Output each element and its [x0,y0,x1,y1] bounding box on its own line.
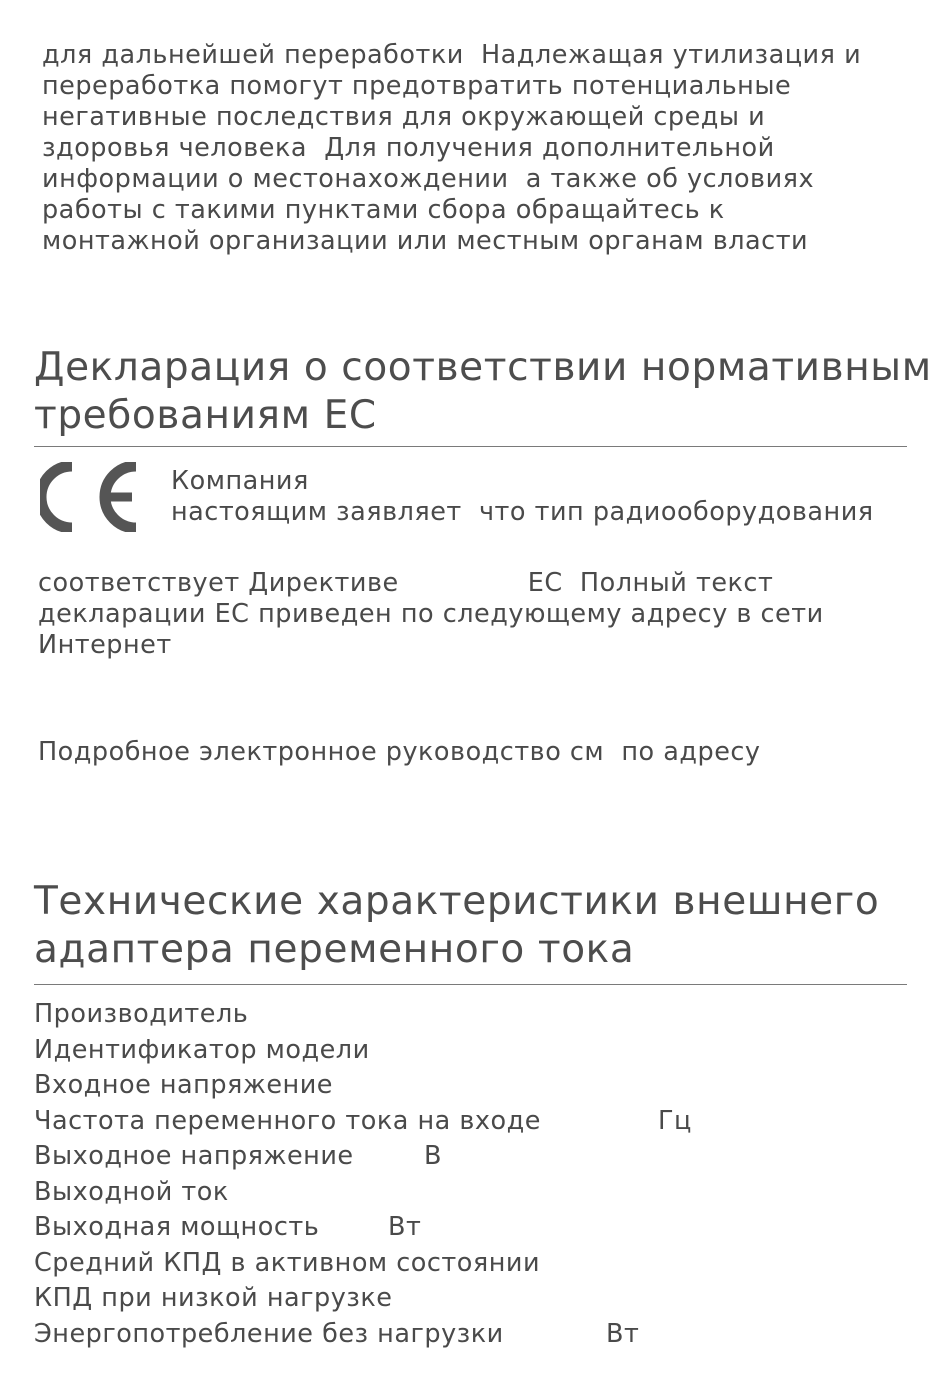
spec-unit: Вт [388,1212,422,1242]
spec-label: Входное напряжение [34,1070,333,1100]
text-line: соответствует Директиве ЕС Полный текст [38,568,774,598]
spec-unit: Вт [606,1318,640,1349]
text-line: декларации ЕС приведен по следующему адресу в сети [38,599,824,629]
ce-mark-icon [40,462,142,532]
section-divider [34,984,907,985]
company-declaration [171,466,874,528]
text-line: Компания [171,466,309,496]
disposal-paragraph [42,40,861,257]
spec-label: Выходная мощность [34,1212,320,1242]
spec-label: Выходной ток [34,1176,229,1207]
text-line: здоровья человека Для получения дополнительной [42,133,775,163]
spec-row-model-id [34,1033,541,1069]
adapter-spec-list [34,997,692,1352]
text-line: негативные последствия для окружающей среды и [42,102,766,132]
spec-label: КПД при низкой нагрузке [34,1283,393,1313]
heading-line: Декларация о соответствии нормативным [34,345,932,390]
section-divider [34,446,907,447]
spec-unit: В [424,1141,442,1171]
spec-row-input-frequency [34,1104,692,1140]
spec-label: Выходное напряжение [34,1141,354,1171]
spec-label: Средний КПД в активном состоянии [34,1247,541,1278]
spec-row-no-load-power [34,1317,640,1353]
spec-row-input-voltage [34,1068,541,1104]
text-line: для дальнейшей переработки Надлежащая утилизация и [42,40,862,70]
text-line: информации о местонахождении а также об условиях [42,164,815,194]
spec-row-output-current [34,1175,541,1211]
text-line: монтажной организации или местным органам власти [42,226,809,256]
text-line: работы с такими пунктами сбора обращайтесь к [42,195,725,225]
text-line: переработка помогут предотвратить потенциальные [42,71,792,101]
heading-line: адаптера переменного тока [34,927,635,972]
conformity-paragraph [38,568,824,661]
spec-row-active-efficiency [34,1246,541,1282]
spec-row-output-power [34,1210,541,1246]
manual-reference: Подробное электронное руководство см по адресу [38,737,761,767]
eu-declaration-heading [34,344,932,440]
spec-row-output-voltage [34,1139,541,1175]
spec-row-manufacturer [34,997,541,1033]
spec-unit: Гц [658,1105,692,1136]
spec-label: Частота переменного тока на входе [34,1105,541,1136]
text-line: настоящим заявляет что тип радиооборудования [171,497,874,527]
heading-line: требованиям ЕС [34,393,377,438]
spec-row-low-load-efficiency [34,1281,541,1317]
adapter-specs-heading [34,878,879,974]
spec-label: Производитель [34,999,249,1029]
text-line: Интернет [38,630,172,660]
heading-line: Технические характеристики внешнего [34,879,880,924]
spec-label: Энергопотребление без нагрузки [34,1318,504,1349]
spec-label: Идентификатор модели [34,1034,370,1065]
